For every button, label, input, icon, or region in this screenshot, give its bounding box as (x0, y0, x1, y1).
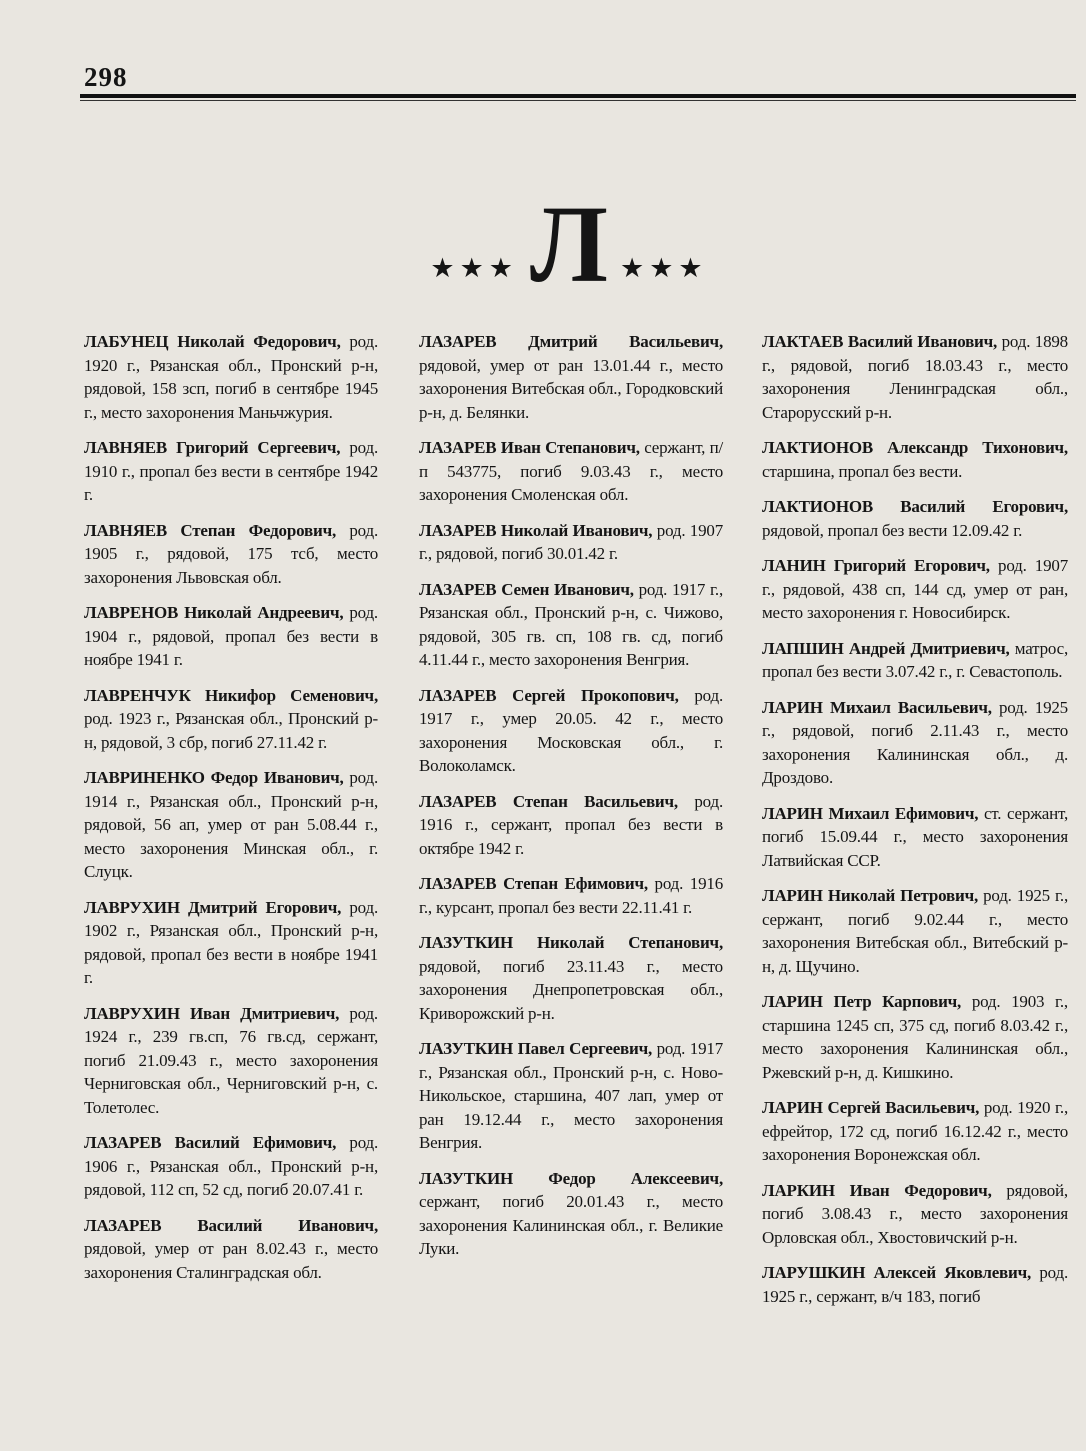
section-header (414, 183, 724, 306)
entry-name: ЛАРКИН Иван Федорович, (762, 1180, 992, 1200)
list-entry (762, 637, 1068, 684)
column-right (762, 330, 1068, 1320)
header-rule-thin (80, 100, 1076, 101)
entry-name: ЛАКТАЕВ Василий Иванович, (762, 332, 998, 351)
stars-left: ★★★ (430, 253, 519, 283)
list-entry (762, 495, 1068, 542)
entry-name: ЛАВРЕНЧУК Никифор Семенович, (84, 685, 378, 705)
entry-name: ЛАЗАРЕВ Семен Иванович, (419, 579, 634, 599)
entry-details: род. 1925 г., рядовой, погиб 2.11.43 г., место захоронения Калининская обл., д. Дроздово. (762, 697, 1068, 787)
list-entry (84, 1131, 378, 1202)
entry-details: сержант, погиб 20.01.43 г., место захоронения Калининская обл., г. Великие Луки. (419, 1192, 723, 1258)
entry-name: ЛАВНЯЕВ Степан Федорович, (84, 520, 337, 540)
entry-details: род. 1906 г., Рязанская обл., Пронский р-н, рядовой, 112 сп, 52 сд, погиб 20.07.41 г. (84, 1133, 378, 1199)
list-entry (419, 578, 723, 672)
list-entry (762, 1179, 1068, 1250)
list-entry (762, 802, 1068, 873)
entry-details: род. 1920 г., Рязанская обл., Пронский р-н, рядовой, 158 зсп, погиб в сентябре 1945 г., место захоронения Маньчжурия. (84, 332, 378, 422)
entry-details: матрос, пропал без вести 3.07.42 г., г. Севастополь. (762, 638, 1068, 681)
entry-details: род. 1902 г., Рязанская обл., Пронский р-н, рядовой, пропал без вести в ноябре 1941 г. (84, 897, 378, 987)
entry-details: род. 1914 г., Рязанская обл., Пронский р-н, рядовой, 56 ап, умер от ран 5.08.44 г., место захоронения Минская обл., г. Слуцк. (84, 768, 378, 881)
list-entry (84, 330, 378, 424)
entry-details: род. 1910 г., пропал без вести в сентябре 1942 г. (84, 438, 378, 504)
list-entry (84, 601, 378, 672)
list-entry (419, 1037, 723, 1155)
entry-details: ст. сержант, погиб 15.09.44 г., место захоронения Латвийская ССР. (762, 803, 1068, 870)
header-rule (80, 94, 1076, 98)
entry-details: род. 1916 г., курсант, пропал без вести 22.11.41 г. (419, 874, 723, 917)
entry-details: род. 1898 г., рядовой, погиб 18.03.43 г., место захоронения Ленинградская обл., Старорусский р-н. (762, 332, 1068, 422)
entry-details: род. 1907 г., рядовой, 438 сп, 144 сд, умер от ран, место захоронения г. Новосибирск. (762, 556, 1068, 622)
entry-details: род. 1903 г., старшина 1245 сп, 375 сд, погиб 8.03.42 г., место захоронения Калининская обл., Ржевский р-н, д. Кишкино. (762, 992, 1068, 1082)
entry-details: род. 1907 г., рядовой, погиб 30.01.42 г. (419, 520, 723, 563)
list-entry (762, 884, 1068, 978)
list-entry (762, 1096, 1068, 1167)
stars-right: ★★★ (619, 253, 708, 283)
entry-details: род. 1916 г., сержант, пропал без вести в октябре 1942 г. (419, 791, 723, 858)
entry-details: рядовой, погиб 3.08.43 г., место захоронения Орловская обл., Хвостовичский р-н. (762, 1180, 1068, 1247)
entry-details: рядовой, пропал без вести 12.09.42 г. (762, 520, 1023, 540)
list-entry (762, 1261, 1068, 1308)
list-entry (419, 519, 723, 566)
entry-name: ЛАЗАРЕВ Сергей Прокопович, (419, 685, 679, 705)
entry-name: ЛАРИН Петр Карпович, (762, 992, 962, 1011)
entry-name: ЛАВРУХИН Дмитрий Егорович, (84, 897, 342, 917)
entry-details: род. 1925 г., сержант, погиб 9.02.44 г., место захоронения Витебская обл., Витебский р-н, д. Щучино. (762, 886, 1068, 976)
entry-name: ЛАЗУТКИН Николай Степанович, (419, 933, 723, 952)
entry-details: рядовой, погиб 23.11.43 г., место захоронения Днепропетровская обл., Криворожский р-н. (419, 956, 723, 1023)
entry-name: ЛАРУШКИН Алексей Яковлевич, (762, 1263, 1032, 1282)
entry-details: род. 1917 г., Рязанская обл., Пронский р-н, с. Ново-Никольское, старшина, 407 лап, умер от ран 19.12.44 г., место захоронения Венгрия. (419, 1039, 723, 1152)
entry-details: род. 1905 г., рядовой, 175 тсб, место захоронения Львовская обл. (84, 520, 378, 587)
list-entry (84, 436, 378, 507)
entry-name: ЛАКТИОНОВ Александр Тихонович, (762, 438, 1068, 457)
entry-name: ЛАНИН Григорий Егорович, (762, 556, 990, 575)
list-entry (84, 1214, 378, 1285)
list-entry (762, 990, 1068, 1084)
entry-name: ЛАЗУТКИН Федор Алексеевич, (419, 1168, 723, 1188)
list-entry (84, 1002, 378, 1120)
list-entry (762, 696, 1068, 790)
entry-details: род. 1917 г., умер 20.05. 42 г., место захоронения Московская обл., г. Волоколамск. (419, 685, 723, 775)
column-left (84, 330, 378, 1296)
entry-name: ЛАВРУХИН Иван Дмитриевич, (84, 1003, 340, 1023)
list-entry (762, 554, 1068, 625)
list-entry (419, 1167, 723, 1261)
entry-name: ЛАРИН Сергей Васильевич, (762, 1098, 980, 1117)
entry-details: род. 1904 г., рядовой, пропал без вести в ноябре 1941 г. (84, 603, 378, 669)
list-entry (84, 896, 378, 990)
list-entry (419, 872, 723, 919)
entry-details: род. 1923 г., Рязанская обл., Пронский р-н, рядовой, 3 сбр, погиб 27.11.42 г. (84, 709, 378, 752)
entry-name: ЛАЗАРЕВ Василий Ефимович, (84, 1133, 337, 1152)
list-entry (84, 766, 378, 884)
entry-name: ЛАПШИН Андрей Дмитриевич, (762, 638, 1010, 658)
entry-details: сержант, п/п 543775, погиб 9.03.43 г., место захоронения Смоленская обл. (419, 438, 723, 504)
section-letter: Л (530, 183, 608, 306)
entry-name: ЛАЗАРЕВ Иван Степанович, (419, 438, 640, 457)
list-entry (419, 330, 723, 424)
entry-details: рядовой, умер от ран 13.01.44 г., место захоронения Витебская обл., Городковский р-н, д. Белянки. (419, 355, 723, 422)
entry-name: ЛАРИН Михаил Ефимович, (762, 803, 979, 823)
list-entry (419, 931, 723, 1025)
entry-name: ЛАКТИОНОВ Василий Егорович, (762, 497, 1068, 516)
list-entry (762, 330, 1068, 424)
entry-name: ЛАВРЕНОВ Николай Андреевич, (84, 603, 344, 622)
list-entry (419, 790, 723, 861)
list-entry (84, 684, 378, 755)
entry-name: ЛАВНЯЕВ Григорий Сергеевич, (84, 438, 341, 457)
entry-name: ЛАРИН Николай Петрович, (762, 886, 979, 905)
entry-details: род. 1920 г., ефрейтор, 172 сд, погиб 16.12.42 г., место захоронения Воронежская обл. (762, 1098, 1068, 1164)
entry-name: ЛАВРИНЕНКО Федор Иванович, (84, 768, 344, 787)
entry-name: ЛАЗУТКИН Павел Сергеевич, (419, 1039, 653, 1058)
list-entry (419, 436, 723, 507)
entry-name: ЛАЗАРЕВ Василий Иванович, (84, 1215, 378, 1235)
list-entry (84, 519, 378, 590)
entry-details: старшина, пропал без вести. (762, 461, 963, 481)
entry-name: ЛАРИН Михаил Васильевич, (762, 697, 992, 717)
entry-details: род. 1925 г., сержант, в/ч 183, погиб (762, 1263, 1068, 1306)
entry-name: ЛАЗАРЕВ Степан Ефимович, (419, 874, 648, 893)
entry-details: род. 1924 г., 239 гв.сп, 76 гв.сд, сержант, погиб 21.09.43 г., место захоронения Черниговская обл., Черниговский р-н, с. Толетолес. (84, 1003, 378, 1117)
column-middle (419, 330, 723, 1273)
page-number: 298 (84, 62, 128, 92)
entry-details: род. 1917 г., Рязанская обл., Пронский р-н, с. Чижово, рядовой, 305 гв. сп, 108 гв. сд, погиб 4.11.44 г., место захоронения Венгрия. (419, 579, 723, 669)
list-entry (762, 436, 1068, 483)
entry-name: ЛАЗАРЕВ Степан Васильевич, (419, 791, 678, 811)
list-entry (419, 684, 723, 778)
entry-name: ЛАЗАРЕВ Николай Иванович, (419, 520, 653, 540)
entry-name: ЛАБУНЕЦ Николай Федорович, (84, 332, 341, 351)
entry-name: ЛАЗАРЕВ Дмитрий Васильевич, (419, 332, 723, 351)
entry-details: рядовой, умер от ран 8.02.43 г., место захоронения Сталинградская обл. (84, 1239, 378, 1282)
